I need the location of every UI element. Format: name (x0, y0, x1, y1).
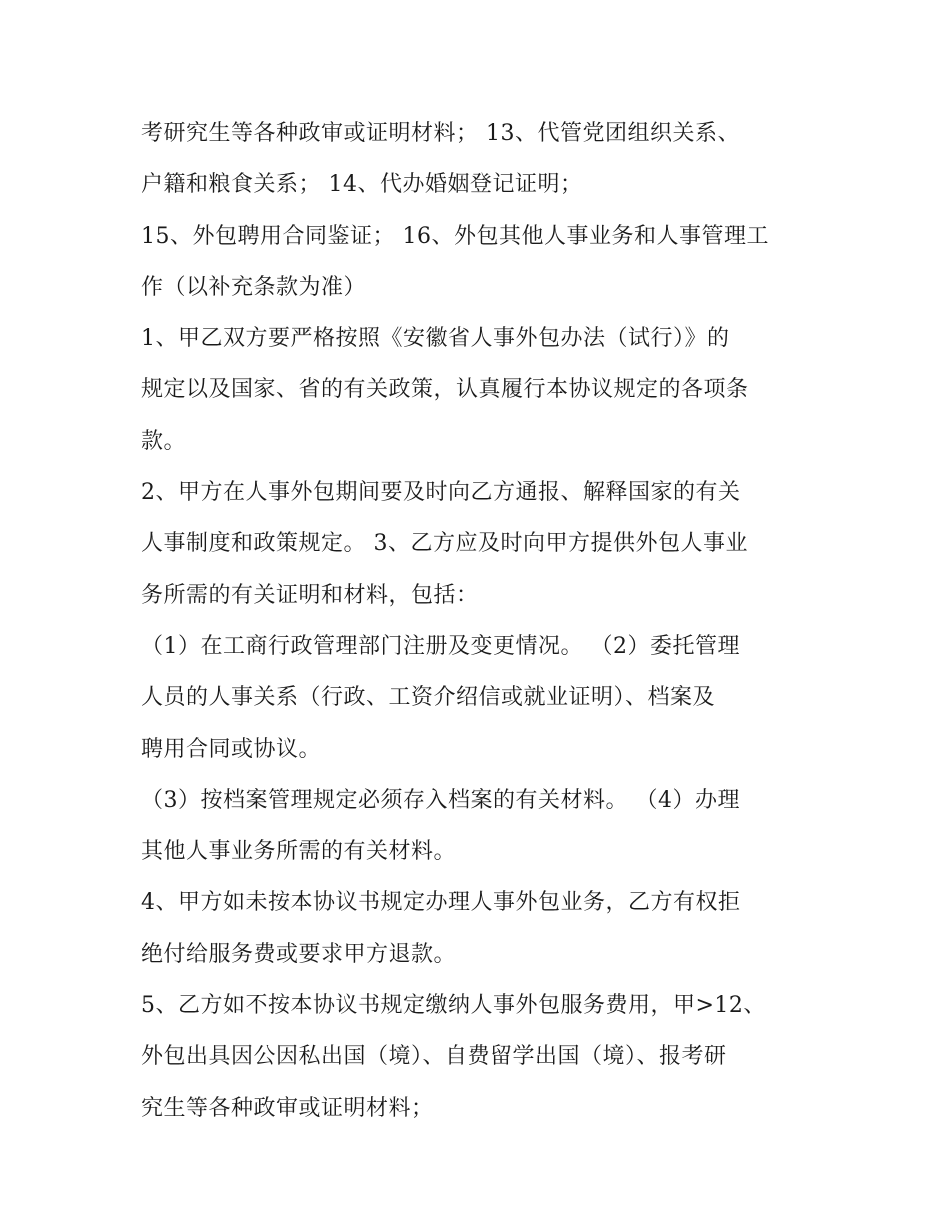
text-line: 4、甲方如未按本协议书规定办理人事外包业务，乙方有权拒 (141, 890, 741, 916)
text-line: （1）在工商行政管理部门注册及变更情况。 （2）委托管理 (141, 633, 740, 659)
text-line: 聘用合同或协议。 (141, 736, 322, 762)
text-line: 5、乙方如不按本协议书规定缴纳人事外包服务费用，甲>12、 (141, 993, 766, 1019)
text-line: 款。 (141, 428, 187, 454)
text-line: 1、甲乙双方要严格按照《安徽省人事外包办法（试行）》的 (141, 326, 730, 352)
text-line: 务所需的有关证明和材料，包括： (141, 582, 479, 608)
text-line: 究生等各种政审或证明材料； (141, 1095, 434, 1121)
text-line: 2、甲方在人事外包期间要及时向乙方通报、解释国家的有关 (141, 480, 741, 506)
text-line: 外包出具因公因私出国（境）、自费留学出国（境）、报考研 (141, 1044, 727, 1070)
text-line: 规定以及国家、省的有关政策，认真履行本协议规定的各项条 (141, 377, 749, 403)
text-line: （3）按档案管理规定必须存入档案的有关材料。 （4）办理 (141, 787, 740, 813)
text-line: 作（以补充条款为准） (141, 274, 367, 300)
text-line: 绝付给服务费或要求甲方退款。 (141, 941, 457, 967)
text-line: 人员的人事关系（行政、工资介绍信或就业证明）、档案及 (141, 685, 716, 711)
text-line: 户籍和粮食关系； 14、代办婚姻登记证明； (141, 172, 583, 198)
text-line: 人事制度和政策规定。 3、乙方应及时向甲方提供外包人事业 (141, 531, 748, 557)
document-body (141, 108, 821, 1134)
text-line: 其他人事业务所需的有关材料。 (141, 839, 457, 865)
text-line: 15、外包聘用合同鉴证； 16、外包其他人事业务和人事管理工 (141, 223, 769, 249)
text-line: 考研究生等各种政审或证明材料； 13、代管党团组织关系、 (141, 121, 740, 146)
